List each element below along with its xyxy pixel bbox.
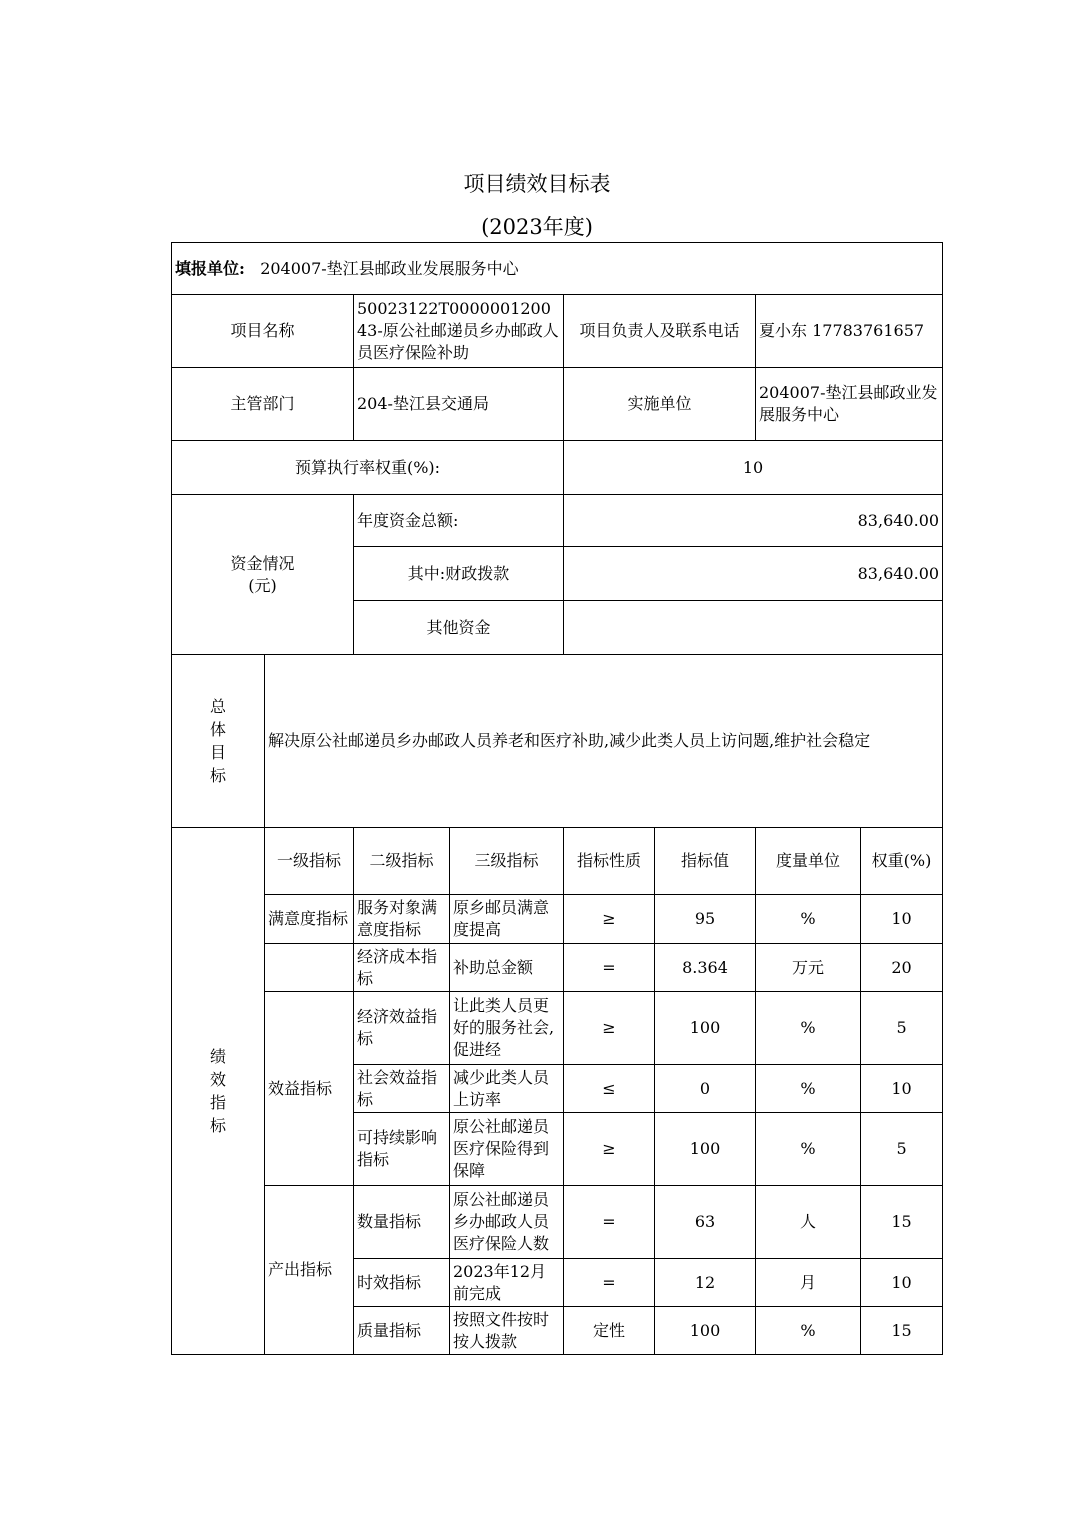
unit-cell: 万元 [756,944,861,992]
weight-cell: 5 [861,1113,943,1186]
project-name-label: 项目名称 [172,295,354,368]
value-cell: 100 [655,1113,756,1186]
nature-cell: 定性 [564,1307,655,1355]
performance-indicators-label [172,828,265,1355]
level3-cell: 原公社邮递员乡办邮政人员医疗保险人数 [450,1186,564,1259]
level3-cell: 补助总金额 [450,944,564,992]
header-level1: 一级指标 [265,828,354,895]
group-empty [265,944,354,992]
project-name-row [172,295,943,368]
level3-cell: 减少此类人员上访率 [450,1065,564,1113]
value-cell: 8.364 [655,944,756,992]
header-nature: 指标性质 [564,828,655,895]
budget-weight-label: 预算执行率权重(%): [172,441,564,495]
goal-char: 总 [209,697,226,716]
unit-cell: 月 [756,1259,861,1307]
header-level2: 二级指标 [354,828,450,895]
level2-cell: 数量指标 [354,1186,450,1259]
implementing-unit-label: 实施单位 [564,368,756,441]
table-row [172,895,943,944]
level3-cell: 按照文件按时按人拨款 [450,1307,564,1355]
nature-cell: ≥ [564,992,655,1065]
weight-cell: 15 [861,1186,943,1259]
value-cell: 12 [655,1259,756,1307]
level2-cell: 经济成本指标 [354,944,450,992]
department-row [172,368,943,441]
level2-cell: 质量指标 [354,1307,450,1355]
department-label: 主管部门 [172,368,354,441]
weight-cell: 5 [861,992,943,1065]
level2-cell: 服务对象满意度指标 [354,895,450,944]
nature-cell: ≥ [564,895,655,944]
reporting-unit-label: 填报单位: [175,258,245,278]
funds-label [172,495,354,655]
level3-cell: 原乡邮员满意度提高 [450,895,564,944]
weight-cell: 10 [861,895,943,944]
unit-cell: 人 [756,1186,861,1259]
fiscal-value: 83,640.00 [564,547,943,601]
level2-cell: 时效指标 [354,1259,450,1307]
level3-cell: 原公社邮递员医疗保险得到保障 [450,1113,564,1186]
value-cell: 100 [655,992,756,1065]
unit-cell: % [756,992,861,1065]
perf-char: 标 [209,1116,226,1135]
weight-cell: 20 [861,944,943,992]
header-value: 指标值 [655,828,756,895]
document-title: 项目绩效目标表 [463,172,611,196]
annual-total-label: 年度资金总额: [354,495,564,547]
department-value: 204-垫江县交通局 [354,368,564,441]
level3-cell: 让此类人员更好的服务社会,促进经 [450,992,564,1065]
nature-cell: = [564,1259,655,1307]
contact-label: 项目负责人及联系电话 [564,295,756,368]
reporting-unit-cell [172,243,943,295]
goal-char: 体 [209,720,226,739]
other-funds-label: 其他资金 [354,601,564,655]
goal-char: 目 [209,743,226,762]
overall-goal-row [172,655,943,828]
table-row [172,944,943,992]
perf-char: 绩 [209,1047,226,1066]
goal-char: 标 [209,766,226,785]
header-unit: 度量单位 [756,828,861,895]
group-benefit: 效益指标 [265,992,354,1186]
header-weight: 权重(%) [861,828,943,895]
group-output: 产出指标 [265,1186,354,1355]
implementing-unit-value: 204007-垫江县邮政业发展服务中心 [756,368,943,441]
value-cell: 63 [655,1186,756,1259]
contact-value: 夏小东 17783761657 [756,295,943,368]
funds-label-line2: (元) [248,575,277,595]
level2-cell: 社会效益指标 [354,1065,450,1113]
group-satisfaction: 满意度指标 [265,895,354,944]
performance-target-table [171,242,943,1355]
table-row [172,1186,943,1259]
funds-label-line1: 资金情况 [230,553,295,573]
unit-cell: % [756,895,861,944]
reporting-unit-value: 204007-垫江县邮政业发展服务中心 [260,258,519,278]
value-cell: 100 [655,1307,756,1355]
nature-cell: = [564,944,655,992]
level3-cell: 2023年12月前完成 [450,1259,564,1307]
value-cell: 95 [655,895,756,944]
nature-cell: = [564,1186,655,1259]
other-funds-value [564,601,943,655]
nature-cell: ≤ [564,1065,655,1113]
level2-cell: 可持续影响指标 [354,1113,450,1186]
unit-cell: % [756,1307,861,1355]
header-level3: 三级指标 [450,828,564,895]
budget-weight-row [172,441,943,495]
unit-cell: % [756,1065,861,1113]
budget-weight-value: 10 [564,441,943,495]
overall-goal-label [172,655,265,828]
weight-cell: 10 [861,1065,943,1113]
annual-total-value: 83,640.00 [564,495,943,547]
level2-cell: 经济效益指标 [354,992,450,1065]
weight-cell: 10 [861,1259,943,1307]
document-subtitle: (2023年度) [481,215,593,239]
annual-total-row [172,495,943,547]
project-name-value: 50023122T000000120043-原公社邮递员乡办邮政人员医疗保险补助 [354,295,564,368]
indicator-header-row [172,828,943,895]
perf-char: 指 [209,1093,226,1112]
table-row [172,992,943,1065]
fiscal-label: 其中:财政拨款 [354,547,564,601]
nature-cell: ≥ [564,1113,655,1186]
weight-cell: 15 [861,1307,943,1355]
unit-cell: % [756,1113,861,1186]
unit-row [172,243,943,295]
value-cell: 0 [655,1065,756,1113]
overall-goal-text: 解决原公社邮递员乡办邮政人员养老和医疗补助,减少此类人员上访问题,维护社会稳定 [265,655,943,828]
perf-char: 效 [209,1070,226,1089]
